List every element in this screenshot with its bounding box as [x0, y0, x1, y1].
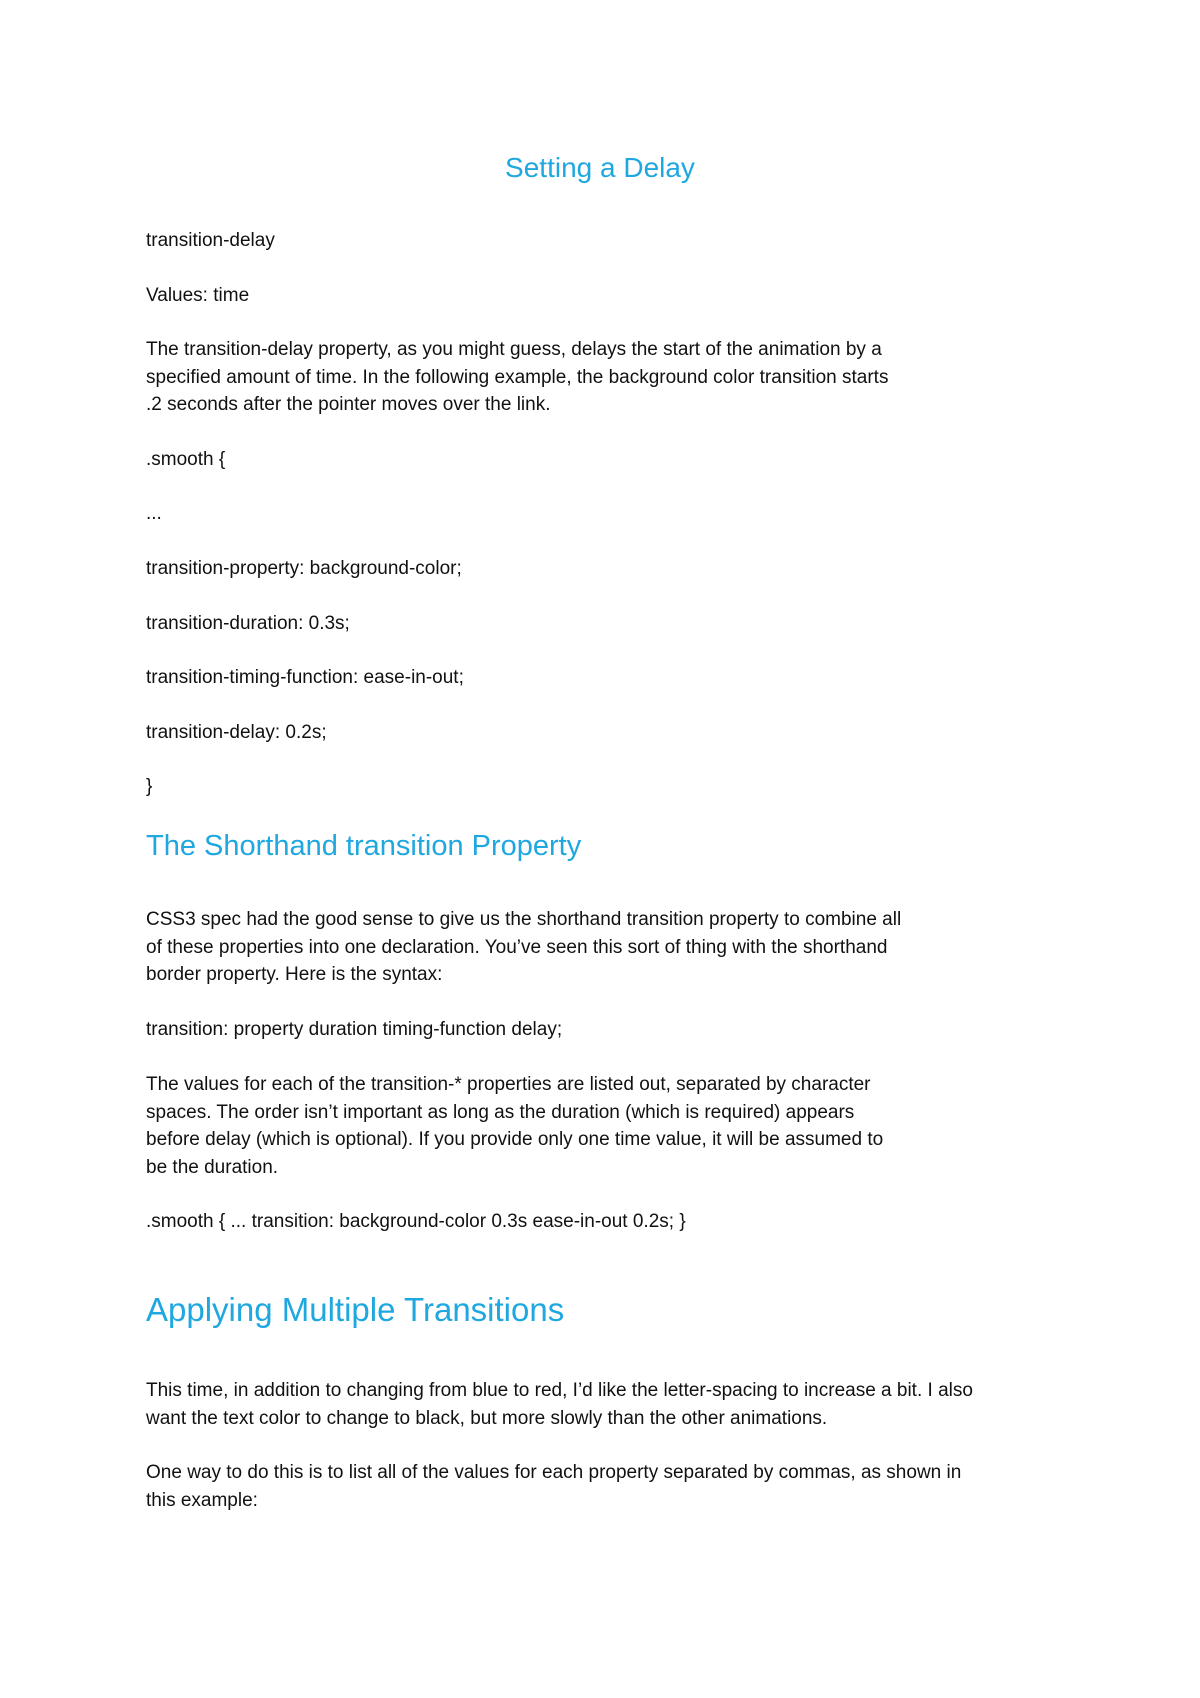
multiple-para-2-line-1: One way to do this is to list all of the values for each property separated by commas, as shown in	[146, 1462, 962, 1483]
delay-description-line-3: .2 seconds after the pointer moves over the link.	[146, 394, 551, 415]
delay-description-line-1: The transition-delay property, as you might guess, delays the start of the animation by a	[146, 339, 882, 360]
shorthand-example: .smooth { ... transition: background-color 0.3s ease-in-out 0.2s; }	[146, 1211, 686, 1232]
code-line-3: transition-property: background-color;	[146, 558, 462, 579]
multiple-para-2	[146, 1459, 961, 1514]
shorthand-explanation-line-1: The values for each of the transition-* properties are listed out, separated by character	[146, 1074, 871, 1095]
code-line-4: transition-duration: 0.3s;	[146, 613, 350, 634]
multiple-para-1-line-1: This time, in addition to changing from blue to red, I’d like the letter-spacing to increase a bit. I also	[146, 1380, 973, 1401]
shorthand-syntax: transition: property duration timing-function delay;	[146, 1019, 563, 1040]
multiple-para-1	[146, 1377, 973, 1432]
shorthand-explanation-line-4: be the duration.	[146, 1156, 279, 1178]
shorthand-heading: The Shorthand transition Property	[146, 830, 582, 862]
code-line-7: }	[146, 776, 153, 797]
property-name: transition-delay	[146, 230, 275, 251]
values-line: Values: time	[146, 285, 250, 306]
code-line-1: .smooth {	[146, 449, 226, 470]
shorthand-intro-line-1: CSS3 spec had the good sense to give us the shorthand transition property to combine all	[146, 909, 902, 930]
shorthand-intro	[146, 906, 901, 989]
code-line-6: transition-delay: 0.2s;	[146, 722, 327, 743]
delay-description	[146, 336, 888, 419]
multiple-para-2-line-2: this example:	[146, 1489, 258, 1511]
shorthand-intro-line-3: border property. Here is the syntax:	[146, 964, 443, 985]
shorthand-explanation-line-2: spaces. The order isn’t important as long as the duration (which is required) appears	[146, 1101, 855, 1123]
shorthand-intro-line-2: of these properties into one declaration. You’ve seen this sort of thing with the shorthand	[146, 936, 888, 958]
shorthand-explanation-line-3: before delay (which is optional). If you provide only one time value, it will be assumed to	[146, 1129, 884, 1150]
shorthand-explanation	[146, 1071, 883, 1181]
page-title: Setting a Delay	[505, 152, 695, 183]
code-line-2: ...	[146, 503, 162, 524]
code-line-5: transition-timing-function: ease-in-out;	[146, 667, 464, 688]
multiple-para-1-line-2: want the text color to change to black, but more slowly than the other animations.	[146, 1407, 828, 1429]
multiple-transitions-heading: Applying Multiple Transitions	[146, 1291, 565, 1328]
delay-description-line-2: specified amount of time. In the following example, the background color transition starts	[146, 366, 889, 388]
